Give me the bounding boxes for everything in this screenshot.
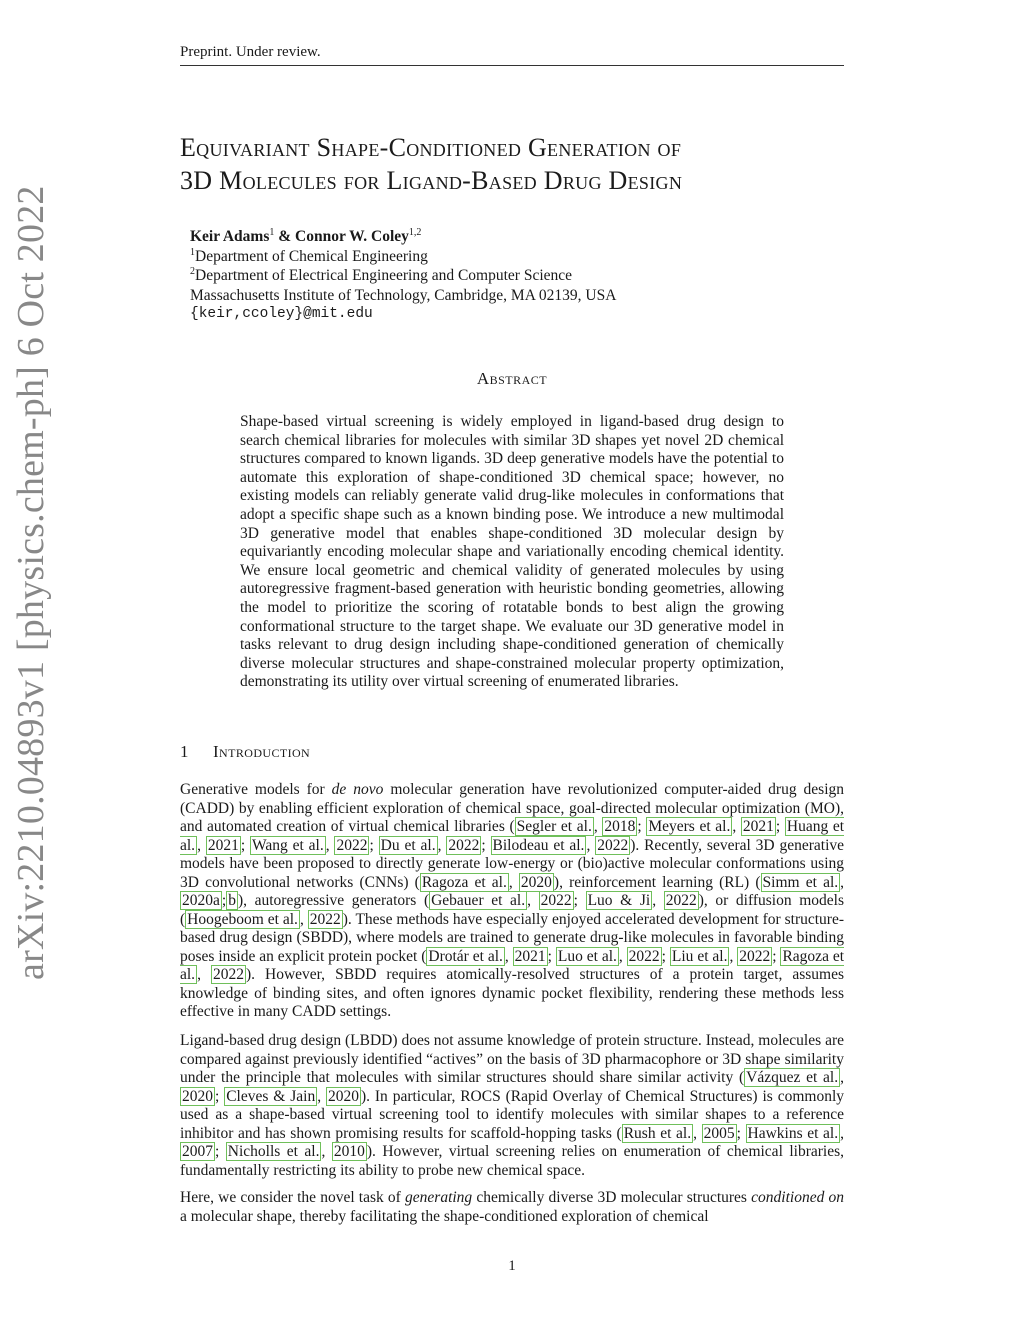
author-2: Connor W. Coley xyxy=(295,228,409,245)
citation-link[interactable]: 2021 xyxy=(207,836,239,854)
paper-title xyxy=(180,131,860,197)
paragraph-2: Ligand-based drug design (LBDD) does not assume knowledge of protein structure. Instead, molecules are compared against previously identified “actives” on the basis of 3D pharmacophore or 3D shape similarity under the principle that molecules with similar structures should share similar activity ( Vázquez et al. , 2020 ; Cleves & Jain , 2020 ). In particular, ROCS (Rapid Overlay of Chemical Structures) is commonly used as a shape-based virtual screening tool to identify molecules with similar shapes to a reference inhibitor and has shown promising results for scaffold-hopping tasks ( Rush et al. , 2005 ; Hawkins et al. , 2007 ; Nicholls et al. , 2010 ). However, virtual screening relies on enumeration of chemical libraries, fundamentally restricting its ability to probe new chemical space. xyxy=(180,1032,845,1179)
citation-link[interactable]: Vázquez et al. xyxy=(746,1069,839,1086)
citation-link[interactable]: Hoogeboom et al. xyxy=(187,910,298,928)
citation-link[interactable]: 2022 xyxy=(212,966,244,983)
section-heading xyxy=(180,742,310,762)
author-1: Keir Adams xyxy=(190,228,270,245)
citation-link[interactable]: 2022 xyxy=(448,836,480,854)
citation-link[interactable]: 2010 xyxy=(333,1143,365,1160)
citation-link[interactable]: Huang et al. xyxy=(180,818,845,854)
citation-link[interactable]: 2022 xyxy=(540,892,572,909)
author-block xyxy=(190,227,830,325)
citation-link[interactable]: Luo et al. xyxy=(557,947,617,965)
citation-link[interactable]: Bilodeau et al. xyxy=(492,836,585,854)
paragraph-3: Here, we consider the novel task of generating chemically diverse 3D molecular structures conditioned on a molecular shape, thereby facilitating the shape-conditioned exploration of chemical xyxy=(180,1189,844,1225)
author-amp: & xyxy=(274,228,296,245)
author-names xyxy=(190,227,830,247)
citation-link[interactable]: 2022 xyxy=(665,892,697,909)
affiliation-3: Massachusetts Institute of Technology, Cambridge, MA 02139, USA xyxy=(190,286,617,304)
citation-link[interactable]: 2022 xyxy=(597,836,629,854)
author-emails: {keir,ccoley}@mit.edu xyxy=(190,306,373,322)
section-title: Introduction xyxy=(213,742,311,761)
citation-link[interactable]: 2020 xyxy=(182,1087,213,1105)
citation-link[interactable]: Cleves & Jain xyxy=(226,1087,316,1105)
affiliation-2: $^2$Department of Electrical Engineering and Computer Science xyxy=(190,265,573,284)
citation-link[interactable]: Drotár et al. xyxy=(428,947,503,965)
citation-link[interactable]: 2022 xyxy=(739,947,771,965)
page-number: 1 xyxy=(508,1258,516,1274)
citation-link[interactable]: Simm et al. xyxy=(762,873,839,891)
paragraph-1: Generative models for de novo molecular generation have revolutionized computer-aided drug design (CADD) by enabling efficient exploration of chemical space, goal-directed molecular optimization (MO), and automated creation of virtual chemical libraries ( Segler et al. , 2018 ; Meyers et al. , 2021 ; Huang et al. , 2021 ; Wang et al. , 2022 ; Du et al. , 2022 ; Bilodeau et al. , 2022 ). Recently, several 3D generative models have been proposed to directly generate low-energy or (bio)active molecular conformations using 3D convolutional networks (CNNs) ( Ragoza et al. , 2020 ), reinforcement learning (RL) ( Simm et al. , 2020a ; b ), autoregressive generators ( Gebauer et al. , 2022 ; Luo & Ji , 2022 ), or diffusion models ( Hoogeboom et al. , 2022 ). These methods have especially enjoyed accelerated development for structure-based drug design (SBDD), where models are trained to generate drug-like molecules in favorable binding poses inside an explicit protein pocket ( Drotár et al. , 2021 ; Luo et al. , 2022 ; Liu et al. , 2022 ; Ragoza et al. , 2022 ). However, SBDD requires atomically-resolved structures of a protein target, assumes knowledge of binding sites, and often ignores dynamic pocket flexibility, rendering these methods less effective in many CADD settings. xyxy=(180,781,845,1020)
citation-link[interactable]: 2005 xyxy=(703,1124,735,1142)
citation-link[interactable]: 2020 xyxy=(327,1087,359,1105)
citation-link[interactable]: Ragoza et al. xyxy=(421,873,507,891)
citation-link[interactable]: 2020 xyxy=(520,873,552,891)
abstract-heading: Abstract xyxy=(476,369,548,388)
header-rule xyxy=(180,65,844,66)
citation-link[interactable]: Hawkins et al. xyxy=(747,1124,839,1142)
arxiv-stamp: arXiv:2210.04893v1 [physics.chem-ph] 6 Oct 2022 xyxy=(10,185,52,980)
citation-link[interactable]: Meyers et al. xyxy=(648,818,731,835)
citation-link[interactable]: Nicholls et al. xyxy=(227,1143,320,1160)
citation-link[interactable]: 2022 xyxy=(336,836,368,854)
title-line-1: Equivariant Shape-Conditioned Generation of xyxy=(180,133,682,162)
author-2-affil: 1,2 xyxy=(408,226,422,238)
citation-link[interactable]: 2022 xyxy=(628,947,660,965)
citation-link[interactable]: 2021 xyxy=(514,947,546,965)
citation-link[interactable]: Wang et al. xyxy=(251,836,324,854)
citation-link[interactable]: Du et al. xyxy=(380,836,436,854)
running-header: Preprint. Under review. xyxy=(180,44,321,60)
title-line-2: 3D Molecules for Ligand-Based Drug Design xyxy=(180,166,683,195)
citation-link[interactable]: b xyxy=(228,892,236,909)
affiliation-1: $^1$Department of Chemical Engineering xyxy=(190,246,428,265)
citation-link[interactable]: 2007 xyxy=(182,1143,213,1160)
citation-link[interactable]: Liu et al. xyxy=(671,947,728,965)
citation-link[interactable]: 2021 xyxy=(742,818,774,835)
author-1-affil: 1 xyxy=(269,226,275,238)
citation-link[interactable]: Luo & Ji xyxy=(587,892,651,909)
abstract-text: Shape-based virtual screening is widely employed in ligand-based drug design to search chemical libraries for molecules with similar 3D shapes yet novel 2D chemical structures compared to known ligands. 3D deep generative models have the potential to automate this exploration of shape-conditioned 3D chemical space; however, no existing models can reliably generate valid drug-like molecules in conformations that adopt a specific shape such as a known binding pose. We introduce a new multimodal 3D generative model that enables shape-conditioned 3D molecular design by equivariantly encoding molecular shape and variationally encoding chemical identity. We ensure local geometric and chemical validity of generated molecules by using autoregressive fragment-based generation with heuristic bonding geometries, allowing the model to prioritize the scoring of rotatable bonds to best align the growing conformational structure to the target shape. We evaluate our 3D generative model in tasks relevant to drug design including shape-conditioned generation of chemically diverse molecular structures and shape-constrained molecular property optimization, demonstrating its utility over virtual screening of enumerated libraries. xyxy=(240,413,784,691)
citation-link[interactable]: Gebauer et al. xyxy=(431,892,526,909)
citation-link[interactable]: Segler et al. xyxy=(516,818,592,835)
citation-link[interactable]: 2018 xyxy=(604,818,636,835)
section-number: 1 xyxy=(180,742,189,761)
citation-link[interactable]: 2022 xyxy=(309,910,341,928)
citation-link[interactable]: Ragoza et al. xyxy=(180,947,845,983)
citation-link[interactable]: 2020a xyxy=(182,892,220,909)
citation-link[interactable]: Rush et al. xyxy=(623,1124,692,1142)
